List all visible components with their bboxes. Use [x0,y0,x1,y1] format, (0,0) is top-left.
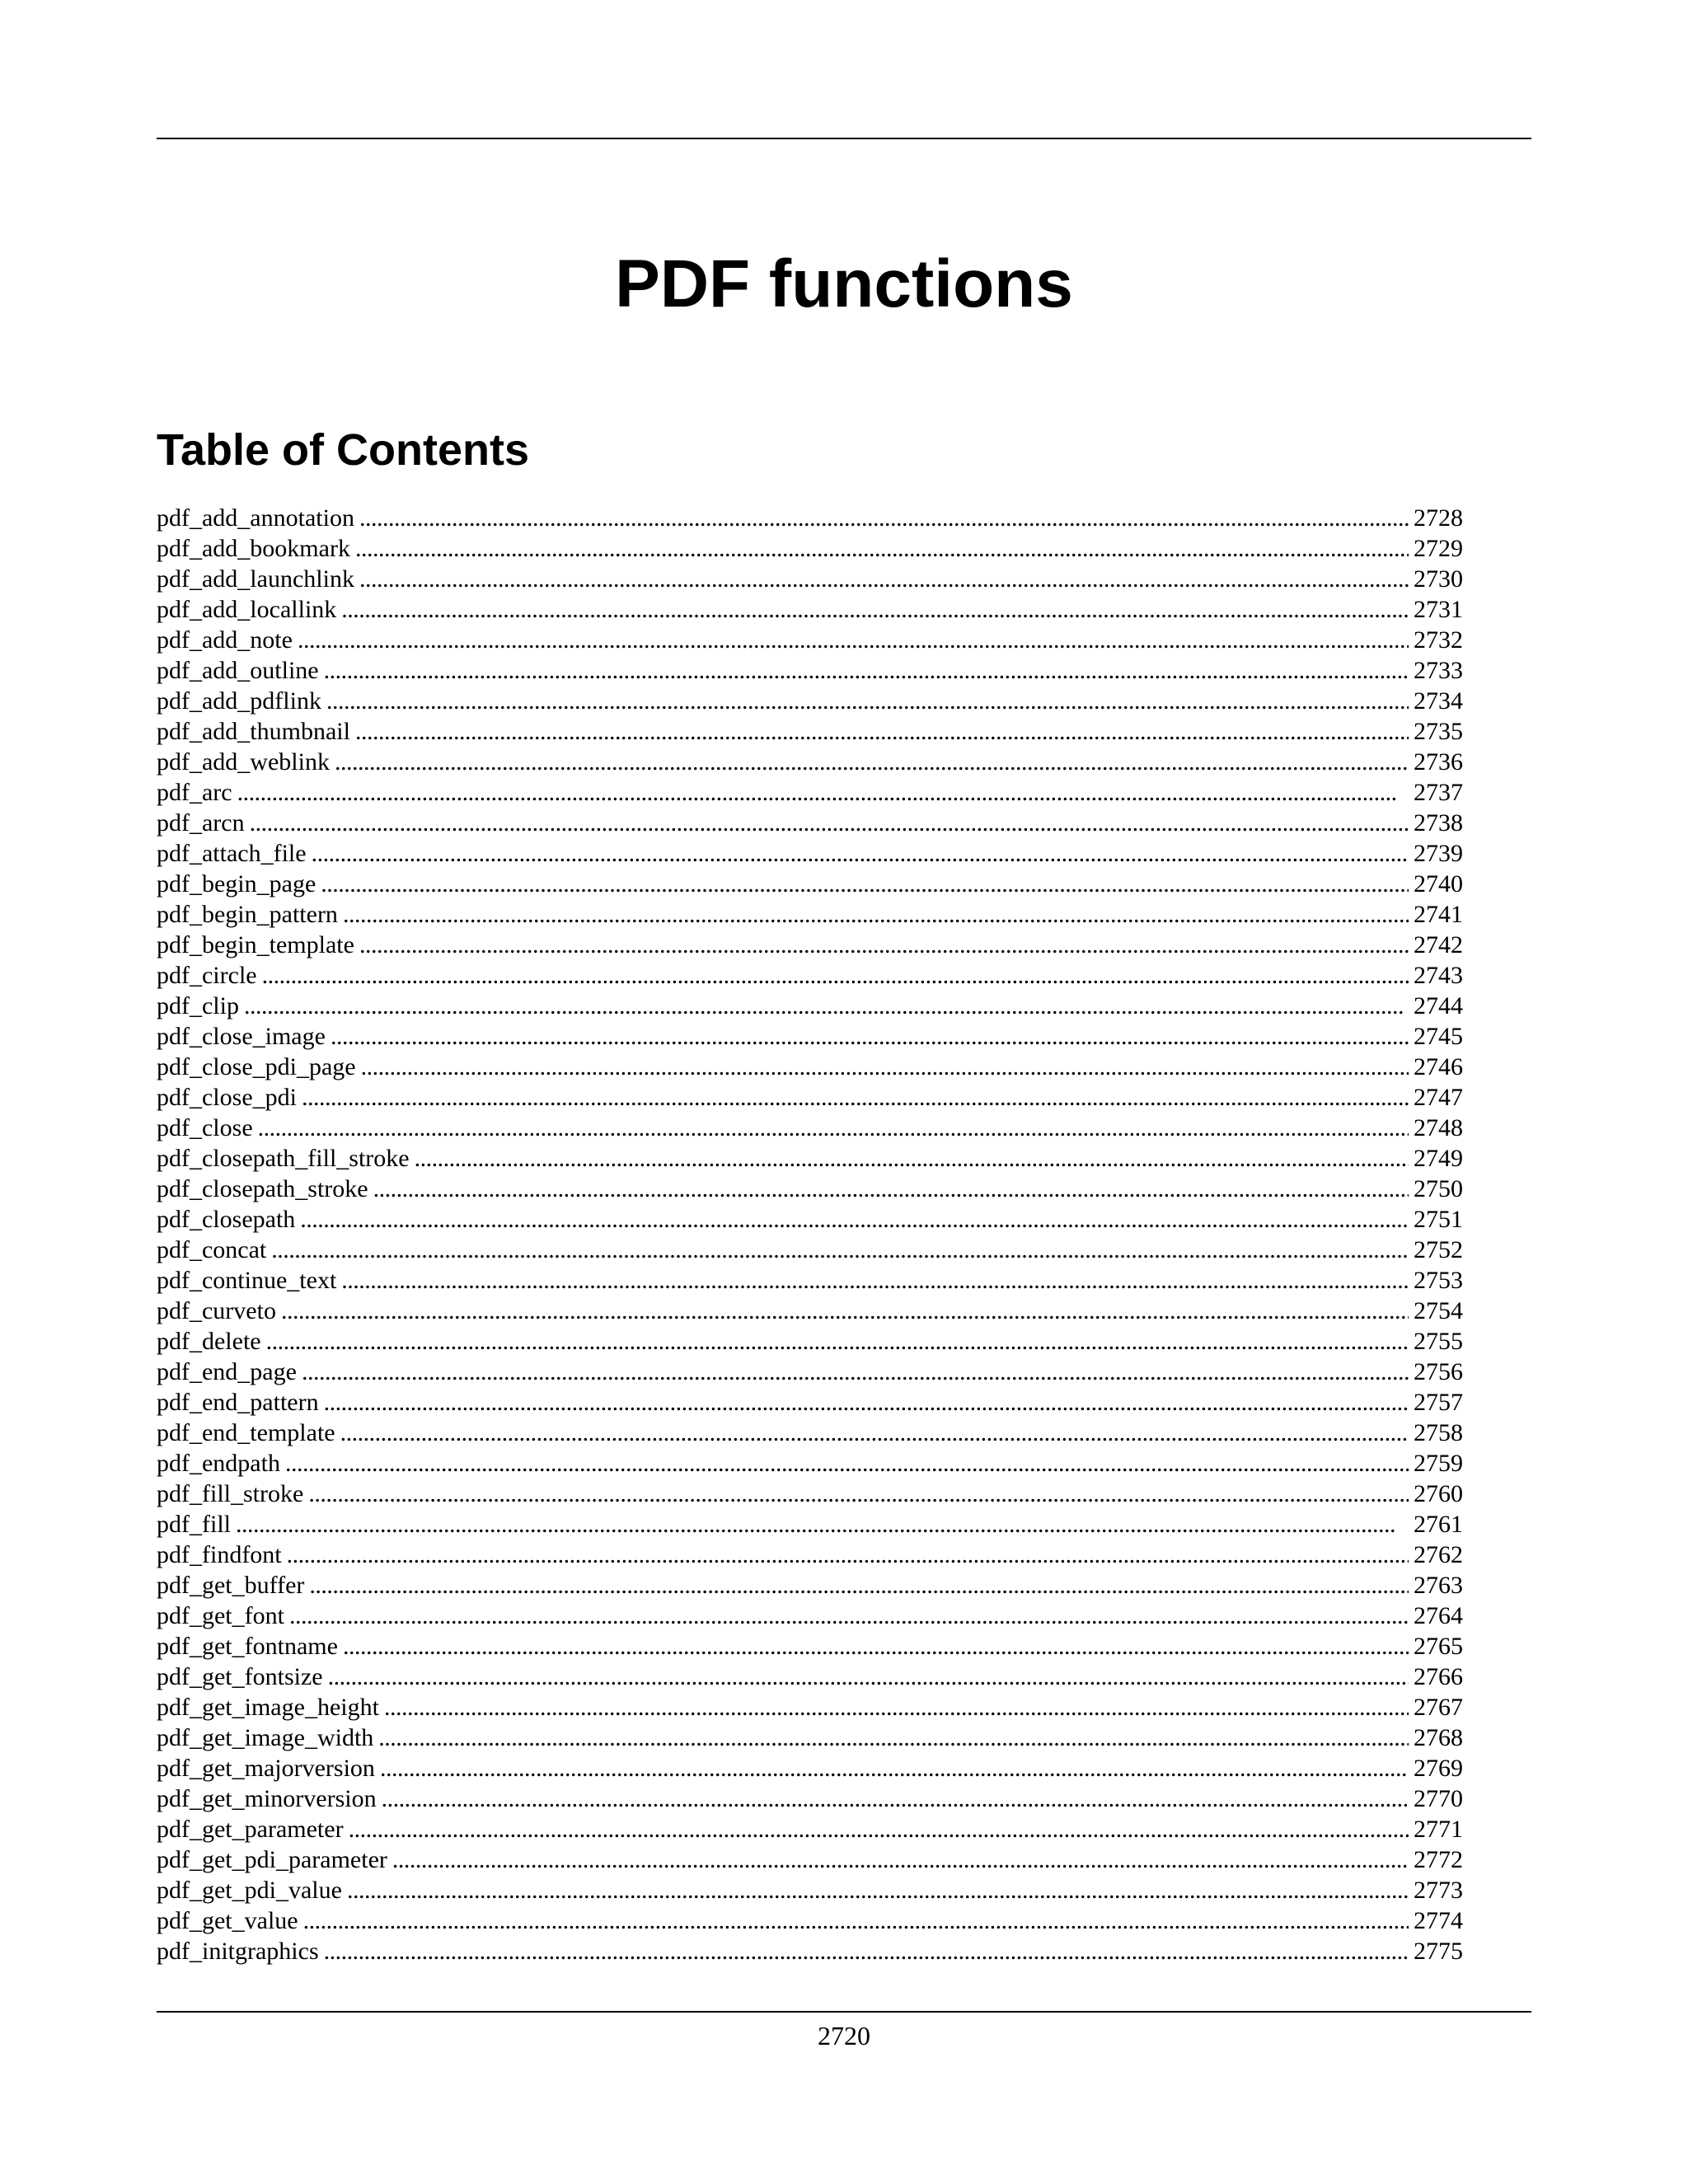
toc-entry-name: pdf_get_font [157,1602,284,1629]
toc-entry-name: pdf_fill_stroke [157,1480,304,1507]
toc-entry[interactable] [157,1143,1463,1174]
toc-entry-name: pdf_get_image_height [157,1694,379,1721]
toc-dot-leader [343,1631,1409,1661]
toc-entry-name: pdf_begin_pattern [157,901,338,928]
toc-entry[interactable] [157,1905,1463,1936]
toc-entry[interactable] [157,655,1463,686]
toc-entry[interactable] [157,1082,1463,1113]
toc-dot-leader [244,991,1409,1021]
toc-entry[interactable] [157,838,1463,869]
toc-entry-page: 2771 [1414,1816,1463,1843]
toc-dot-leader [271,1235,1409,1265]
toc-dot-leader [380,1753,1409,1783]
toc-entry[interactable] [157,564,1463,594]
toc-entry[interactable] [157,1722,1463,1753]
toc-entry-name: pdf_get_fontsize [157,1663,323,1690]
toc-entry-page: 2736 [1414,748,1463,776]
toc-entry[interactable] [157,1235,1463,1265]
toc-entry-page: 2755 [1414,1328,1463,1355]
toc-entry[interactable] [157,1021,1463,1052]
toc-dot-leader [340,1418,1409,1448]
toc-dot-leader [302,1082,1409,1113]
toc-dot-leader [236,1509,1409,1540]
toc-entry-page: 2752 [1414,1236,1463,1263]
toc-entry[interactable] [157,716,1463,747]
toc-entry[interactable] [157,625,1463,655]
toc-entry-name: pdf_continue_text [157,1267,337,1294]
toc-heading: Table of Contents [157,425,529,475]
toc-entry-name: pdf_curveto [157,1297,276,1324]
toc-entry-name: pdf_fill [157,1511,231,1538]
toc-entry-page: 2750 [1414,1175,1463,1202]
toc-entry[interactable] [157,1783,1463,1814]
toc-entry-page: 2760 [1414,1480,1463,1507]
toc-dot-leader [326,686,1409,716]
toc-dot-leader [341,1265,1409,1296]
toc-entry[interactable] [157,869,1463,899]
toc-entry-name: pdf_initgraphics [157,1938,319,1965]
toc-entry-page: 2764 [1414,1602,1463,1629]
toc-entry-name: pdf_get_fontname [157,1633,338,1660]
toc-entry-name: pdf_get_minorversion [157,1785,377,1812]
toc-entry-name: pdf_get_pdi_value [157,1877,342,1904]
toc-entry[interactable] [157,899,1463,930]
toc-entry-name: pdf_get_buffer [157,1572,305,1599]
toc-dot-leader [355,533,1409,564]
table-of-contents [157,503,1463,1966]
toc-entry-name: pdf_clip [157,992,239,1019]
toc-entry-page: 2775 [1414,1938,1463,1965]
toc-dot-leader [341,594,1409,625]
toc-entry[interactable] [157,1570,1463,1601]
toc-entry-page: 2763 [1414,1572,1463,1599]
toc-entry-page: 2729 [1414,535,1463,562]
toc-dot-leader [392,1844,1409,1875]
toc-dot-leader [331,1021,1409,1052]
footer-rule [157,2011,1531,2013]
toc-entry-name: pdf_close [157,1114,253,1141]
toc-entry-page: 2730 [1414,565,1463,593]
toc-entry-page: 2773 [1414,1877,1463,1904]
toc-entry-name: pdf_add_pdflink [157,687,321,715]
toc-entry[interactable] [157,1326,1463,1357]
toc-dot-leader [262,960,1409,991]
toc-entry[interactable] [157,1418,1463,1448]
toc-entry-page: 2762 [1414,1541,1463,1568]
toc-dot-leader [300,1204,1409,1235]
toc-entry-name: pdf_add_locallink [157,596,337,623]
toc-entry[interactable] [157,1174,1463,1204]
toc-entry-page: 2759 [1414,1450,1463,1477]
toc-entry[interactable] [157,777,1463,808]
toc-entry[interactable] [157,1448,1463,1479]
toc-entry-name: pdf_add_outline [157,657,319,684]
toc-entry-name: pdf_closepath_fill_stroke [157,1145,410,1172]
toc-entry-name: pdf_begin_template [157,931,354,958]
toc-entry-page: 2745 [1414,1023,1463,1050]
toc-entry[interactable] [157,1753,1463,1783]
toc-entry-name: pdf_end_pattern [157,1389,319,1416]
toc-dot-leader [415,1143,1409,1174]
toc-entry-page: 2754 [1414,1297,1463,1324]
toc-entry-name: pdf_add_note [157,626,293,654]
toc-entry[interactable] [157,594,1463,625]
toc-dot-leader [303,1905,1409,1936]
page-number: 2720 [818,2021,870,2050]
toc-dot-leader [378,1722,1409,1753]
toc-dot-leader [349,1814,1409,1844]
toc-dot-leader [343,899,1409,930]
toc-entry-page: 2735 [1414,718,1463,745]
toc-entry-name: pdf_close_pdi_page [157,1053,356,1080]
toc-entry-page: 2742 [1414,931,1463,958]
toc-entry-page: 2741 [1414,901,1463,928]
toc-entry-page: 2774 [1414,1907,1463,1934]
toc-entry-page: 2756 [1414,1358,1463,1385]
toc-dot-leader [237,777,1409,808]
toc-entry-page: 2747 [1414,1084,1463,1111]
toc-entry[interactable] [157,1509,1463,1540]
toc-entry[interactable] [157,930,1463,960]
toc-dot-leader [359,503,1409,533]
toc-entry-page: 2739 [1414,840,1463,867]
toc-entry-name: pdf_add_annotation [157,504,354,532]
toc-dot-leader [312,838,1409,869]
toc-entry-page: 2748 [1414,1114,1463,1141]
toc-entry-name: pdf_add_bookmark [157,535,350,562]
toc-dot-leader [359,930,1409,960]
toc-dot-leader [324,1387,1409,1418]
toc-entry-name: pdf_closepath_stroke [157,1175,368,1202]
toc-dot-leader [309,1570,1409,1601]
toc-dot-leader [355,716,1409,747]
toc-entry-page: 2749 [1414,1145,1463,1172]
toc-entry-page: 2740 [1414,870,1463,898]
toc-entry-page: 2767 [1414,1694,1463,1721]
toc-entry-page: 2757 [1414,1389,1463,1416]
toc-entry-name: pdf_add_thumbnail [157,718,350,745]
toc-dot-leader [258,1113,1409,1143]
toc-entry[interactable] [157,1814,1463,1844]
toc-entry-name: pdf_add_launchlink [157,565,354,593]
toc-dot-leader [289,1601,1409,1631]
toc-entry-name: pdf_endpath [157,1450,280,1477]
toc-entry-page: 2751 [1414,1206,1463,1233]
toc-entry-name: pdf_circle [157,962,257,989]
toc-entry-page: 2732 [1414,626,1463,654]
toc-entry[interactable] [157,808,1463,838]
toc-dot-leader [308,1479,1409,1509]
toc-entry-page: 2768 [1414,1724,1463,1751]
toc-entry-name: pdf_begin_page [157,870,316,898]
toc-entry-name: pdf_get_majorversion [157,1755,375,1782]
toc-dot-leader [382,1783,1409,1814]
toc-dot-leader [298,625,1409,655]
toc-dot-leader [328,1661,1409,1692]
toc-entry-name: pdf_arcn [157,809,245,837]
toc-entry-name: pdf_add_weblink [157,748,330,776]
toc-dot-leader [302,1357,1409,1387]
toc-entry[interactable] [157,991,1463,1021]
toc-entry-page: 2731 [1414,596,1463,623]
toc-entry-page: 2733 [1414,657,1463,684]
toc-entry-name: pdf_end_template [157,1419,335,1446]
toc-dot-leader [335,747,1409,777]
toc-entry[interactable] [157,686,1463,716]
toc-entry-page: 2770 [1414,1785,1463,1812]
toc-entry[interactable] [157,503,1463,533]
toc-entry-name: pdf_attach_file [157,840,307,867]
toc-entry[interactable] [157,747,1463,777]
toc-entry[interactable] [157,1052,1463,1082]
toc-entry-name: pdf_end_page [157,1358,297,1385]
toc-entry-page: 2769 [1414,1755,1463,1782]
toc-entry-name: pdf_concat [157,1236,267,1263]
toc-entry-page: 2761 [1414,1511,1463,1538]
toc-dot-leader [287,1540,1409,1570]
toc-dot-leader [285,1448,1409,1479]
toc-entry-page: 2743 [1414,962,1463,989]
toc-dot-leader [250,808,1409,838]
toc-dot-leader [266,1326,1409,1357]
toc-entry-page: 2738 [1414,809,1463,837]
toc-entry-page: 2744 [1414,992,1463,1019]
toc-entry[interactable] [157,1936,1463,1966]
toc-entry-page: 2753 [1414,1267,1463,1294]
toc-entry-name: pdf_get_image_width [157,1724,374,1751]
toc-dot-leader [321,869,1409,899]
toc-entry[interactable] [157,1844,1463,1875]
toc-dot-leader [361,1052,1409,1082]
toc-entry-page: 2746 [1414,1053,1463,1080]
toc-entry[interactable] [157,1296,1463,1326]
toc-entry[interactable] [157,1601,1463,1631]
toc-entry-page: 2766 [1414,1663,1463,1690]
toc-entry-page: 2734 [1414,687,1463,715]
toc-entry-page: 2758 [1414,1419,1463,1446]
toc-entry[interactable] [157,1479,1463,1509]
toc-entry-name: pdf_get_pdi_parameter [157,1846,387,1873]
toc-entry[interactable] [157,1875,1463,1905]
toc-entry-name: pdf_delete [157,1328,261,1355]
toc-entry[interactable] [157,1540,1463,1570]
toc-entry-name: pdf_arc [157,779,232,806]
toc-dot-leader [384,1692,1409,1722]
toc-entry-name: pdf_get_parameter [157,1816,344,1843]
toc-entry-name: pdf_get_value [157,1907,298,1934]
toc-dot-leader [324,1936,1409,1966]
toc-entry-name: pdf_findfont [157,1541,282,1568]
toc-entry-page: 2765 [1414,1633,1463,1660]
toc-entry[interactable] [157,1692,1463,1722]
toc-entry[interactable] [157,1113,1463,1143]
toc-entry[interactable] [157,1265,1463,1296]
toc-entry[interactable] [157,1357,1463,1387]
header-rule [157,138,1531,139]
toc-entry[interactable] [157,1631,1463,1661]
page-title: PDF functions [615,246,1073,321]
toc-dot-leader [347,1875,1409,1905]
toc-entry[interactable] [157,1204,1463,1235]
toc-entry-page: 2728 [1414,504,1463,532]
toc-entry-name: pdf_closepath [157,1206,296,1233]
toc-entry[interactable] [157,533,1463,564]
toc-entry-name: pdf_close_image [157,1023,326,1050]
toc-dot-leader [359,564,1409,594]
toc-dot-leader [281,1296,1409,1326]
toc-entry-name: pdf_close_pdi [157,1084,297,1111]
toc-dot-leader [324,655,1409,686]
toc-entry-page: 2737 [1414,779,1463,806]
toc-entry-page: 2772 [1414,1846,1463,1873]
toc-entry[interactable] [157,1387,1463,1418]
toc-dot-leader [373,1174,1409,1204]
toc-entry[interactable] [157,1661,1463,1692]
toc-entry[interactable] [157,960,1463,991]
